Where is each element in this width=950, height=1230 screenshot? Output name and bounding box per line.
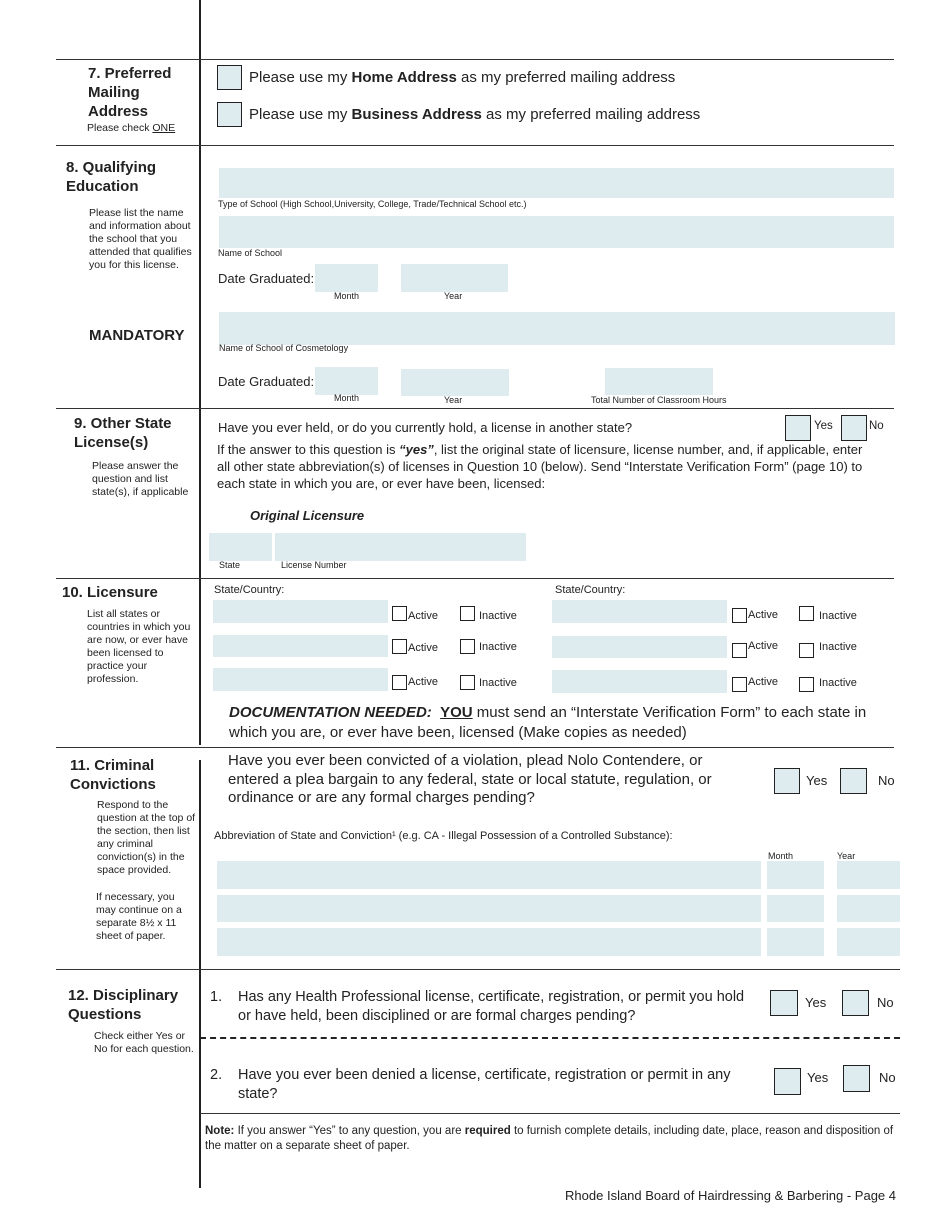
original-state-input[interactable] <box>209 533 272 561</box>
row-divider-8 <box>56 145 894 146</box>
conviction-input[interactable] <box>217 861 761 889</box>
inactive-checkbox[interactable] <box>460 639 475 654</box>
license-number-input[interactable] <box>275 533 526 561</box>
inactive-label: Inactive <box>819 677 857 689</box>
inactive-label: Inactive <box>479 677 517 689</box>
criminal-no-checkbox[interactable] <box>840 768 867 794</box>
q2-no-checkbox[interactable] <box>843 1065 870 1092</box>
active-label: Active <box>748 676 778 688</box>
active-label: Active <box>748 640 778 652</box>
active-checkbox[interactable] <box>732 677 747 692</box>
section-7-desc: Please check ONE <box>87 122 176 134</box>
section-10-desc: List all states or countries in which you are now, or ever have been licensed to practice your profession. <box>87 608 191 685</box>
note-divider <box>200 1113 900 1114</box>
state-country-input[interactable] <box>552 670 727 693</box>
yes-label: Yes <box>814 420 833 432</box>
classroom-hours-label: Total Number of Classroom Hours <box>591 395 727 405</box>
cosmetology-school-label: Name of School of Cosmetology <box>219 343 349 353</box>
grad-month-input[interactable] <box>315 264 378 292</box>
no-label: No <box>869 420 884 432</box>
row-divider-9 <box>56 408 894 409</box>
name-of-school-label: Name of School <box>218 248 283 258</box>
conviction-abbreviation-label: Abbreviation of State and Conviction¹ (e.g. CA - Illegal Possession of a Controlled Substance): <box>214 830 673 842</box>
active-checkbox[interactable] <box>732 643 747 658</box>
column-divider-lower <box>199 760 201 1188</box>
disciplinary-q2: Have you ever been denied a license, certificate, registration or permit in any state? <box>238 1067 731 1102</box>
conviction-month-label: Month <box>768 851 794 861</box>
section-8-desc: Please list the name and information about the school that you attended that qualifies you for this license. <box>89 207 192 271</box>
cosmetology-date-graduated-label: Date Graduated: <box>218 374 315 389</box>
section-11-desc: Respond to the question at the top of the section, then list any criminal conviction(s) in the space provided. <box>97 799 196 876</box>
cosmetology-month-label: Month <box>334 393 360 403</box>
disciplinary-q1-number: 1. <box>210 989 223 1005</box>
active-checkbox[interactable] <box>392 675 407 690</box>
q1-no-checkbox[interactable] <box>842 990 869 1016</box>
q2-yes-checkbox[interactable] <box>774 1068 801 1095</box>
inactive-label: Inactive <box>819 641 857 653</box>
documentation-needed: DOCUMENTATION NEEDED: YOU must send an “Interstate Verification Form” to each state in which you are, or ever have been, licensed (Make copies as needed) <box>229 704 867 741</box>
home-address-checkbox[interactable] <box>217 65 242 90</box>
q1-no-label: No <box>877 995 894 1010</box>
mandatory-label: MANDATORY <box>89 327 185 344</box>
date-graduated-label: Date Graduated: <box>218 271 315 286</box>
state-country-input[interactable] <box>552 600 727 623</box>
disciplinary-q1: Has any Health Professional license, certificate, registration, or permit you hold or have held, been disciplined or are formal charges pending? <box>238 989 745 1024</box>
year-label: Year <box>444 291 463 301</box>
conviction-input[interactable] <box>217 928 761 956</box>
home-address-option: Please use my Home Address as my preferred mailing address <box>249 69 676 86</box>
section-8-title: 8. Qualifying Education <box>66 159 157 195</box>
business-address-option: Please use my Business Address as my preferred mailing address <box>249 106 701 123</box>
section-9-title: 9. Other State License(s) <box>74 415 172 451</box>
inactive-label: Inactive <box>479 641 517 653</box>
row-divider-12 <box>56 969 900 970</box>
q2-yes-label: Yes <box>807 1070 829 1085</box>
other-state-yes-checkbox[interactable] <box>785 415 811 441</box>
section-11-desc-continue: If necessary, you may continue on a separate 8½ x 11 sheet of paper. <box>96 891 182 942</box>
month-label: Month <box>334 291 360 301</box>
disciplinary-q2-number: 2. <box>210 1067 223 1083</box>
row-divider-7 <box>56 59 894 60</box>
criminal-yes-checkbox[interactable] <box>774 768 800 794</box>
active-checkbox[interactable] <box>392 639 407 654</box>
q1-yes-checkbox[interactable] <box>770 990 798 1016</box>
inactive-checkbox[interactable] <box>460 606 475 621</box>
state-label: State <box>219 560 241 570</box>
state-country-input[interactable] <box>213 668 388 691</box>
section-11-title: 11. Criminal Convictions <box>70 757 156 793</box>
state-country-label-left: State/Country: <box>214 584 285 596</box>
state-country-input[interactable] <box>552 636 727 658</box>
row-divider-10 <box>56 578 894 579</box>
license-number-label: License Number <box>281 560 347 570</box>
cosmetology-month-input[interactable] <box>315 367 378 395</box>
inactive-checkbox[interactable] <box>799 606 814 621</box>
cosmetology-year-input[interactable] <box>401 369 509 396</box>
inactive-label: Inactive <box>479 610 517 622</box>
conviction-month-input[interactable] <box>767 895 824 922</box>
active-label: Active <box>408 676 438 688</box>
inactive-checkbox[interactable] <box>799 643 814 658</box>
other-state-no-checkbox[interactable] <box>841 415 867 441</box>
other-state-instructions: If the answer to this question is “yes”, list the original state of licensure, license number, and, if applicable, enter all other state abbreviation(s) of licenses in Question 10 (below). Send “Interstate Verification Form” (page 10) to each state in which you are, or ever have been, licensed: <box>217 442 863 491</box>
criminal-question: Have you ever been convicted of a violation, plead Nolo Contendere, or entered a plea bargain to any federal, state or local statute, regulation, or ordinance or are any formal charges pending? <box>228 752 712 806</box>
cosmetology-school-input[interactable] <box>219 312 895 345</box>
active-checkbox[interactable] <box>732 608 747 623</box>
active-label: Active <box>408 642 438 654</box>
other-state-question: Have you ever held, or do you currently hold, a license in another state? <box>218 420 633 435</box>
active-checkbox[interactable] <box>392 606 407 621</box>
dashed-separator <box>200 1037 900 1039</box>
conviction-year-input[interactable] <box>837 928 900 956</box>
criminal-yes-label: Yes <box>806 773 828 788</box>
classroom-hours-input[interactable] <box>605 368 713 395</box>
active-label: Active <box>748 609 778 621</box>
page-footer: Rhode Island Board of Hairdressing & Barbering - Page 4 <box>565 1188 896 1203</box>
conviction-month-input[interactable] <box>767 928 824 956</box>
state-country-input[interactable] <box>213 600 388 623</box>
inactive-checkbox[interactable] <box>460 675 475 690</box>
criminal-no-label: No <box>878 773 895 788</box>
original-licensure-heading: Original Licensure <box>250 508 365 523</box>
inactive-label: Inactive <box>819 610 857 622</box>
section-10-title: 10. Licensure <box>62 584 158 601</box>
type-of-school-input[interactable] <box>219 168 894 198</box>
row-divider-11 <box>56 747 894 748</box>
conviction-year-label: Year <box>837 851 856 861</box>
note-text: Note: If you answer “Yes” to any question, you are required to furnish complete details, including date, place, reason and disposition of the matter on a separate sheet of paper. <box>205 1125 894 1152</box>
active-label: Active <box>408 610 438 622</box>
conviction-month-input[interactable] <box>767 861 824 889</box>
column-divider <box>199 0 201 745</box>
section-7-title: 7. Preferred Mailing Address <box>88 65 172 120</box>
type-of-school-label: Type of School (High School,University, College, Trade/Technical School etc.) <box>218 199 527 209</box>
section-9-desc: Please answer the question and list state(s), if applicable <box>92 460 189 498</box>
conviction-year-input[interactable] <box>837 861 900 889</box>
conviction-year-input[interactable] <box>837 895 900 922</box>
state-country-input[interactable] <box>213 635 388 657</box>
cosmetology-year-label: Year <box>444 395 463 405</box>
state-country-label-right: State/Country: <box>555 584 626 596</box>
grad-year-input[interactable] <box>401 264 508 292</box>
q2-no-label: No <box>879 1070 896 1085</box>
name-of-school-input[interactable] <box>219 216 894 248</box>
conviction-input[interactable] <box>217 895 761 922</box>
business-address-checkbox[interactable] <box>217 102 242 127</box>
q1-yes-label: Yes <box>805 995 827 1010</box>
section-12-desc: Check either Yes or No for each question. <box>94 1030 194 1055</box>
inactive-checkbox[interactable] <box>799 677 814 692</box>
section-12-title: 12. Disciplinary Questions <box>68 987 179 1023</box>
